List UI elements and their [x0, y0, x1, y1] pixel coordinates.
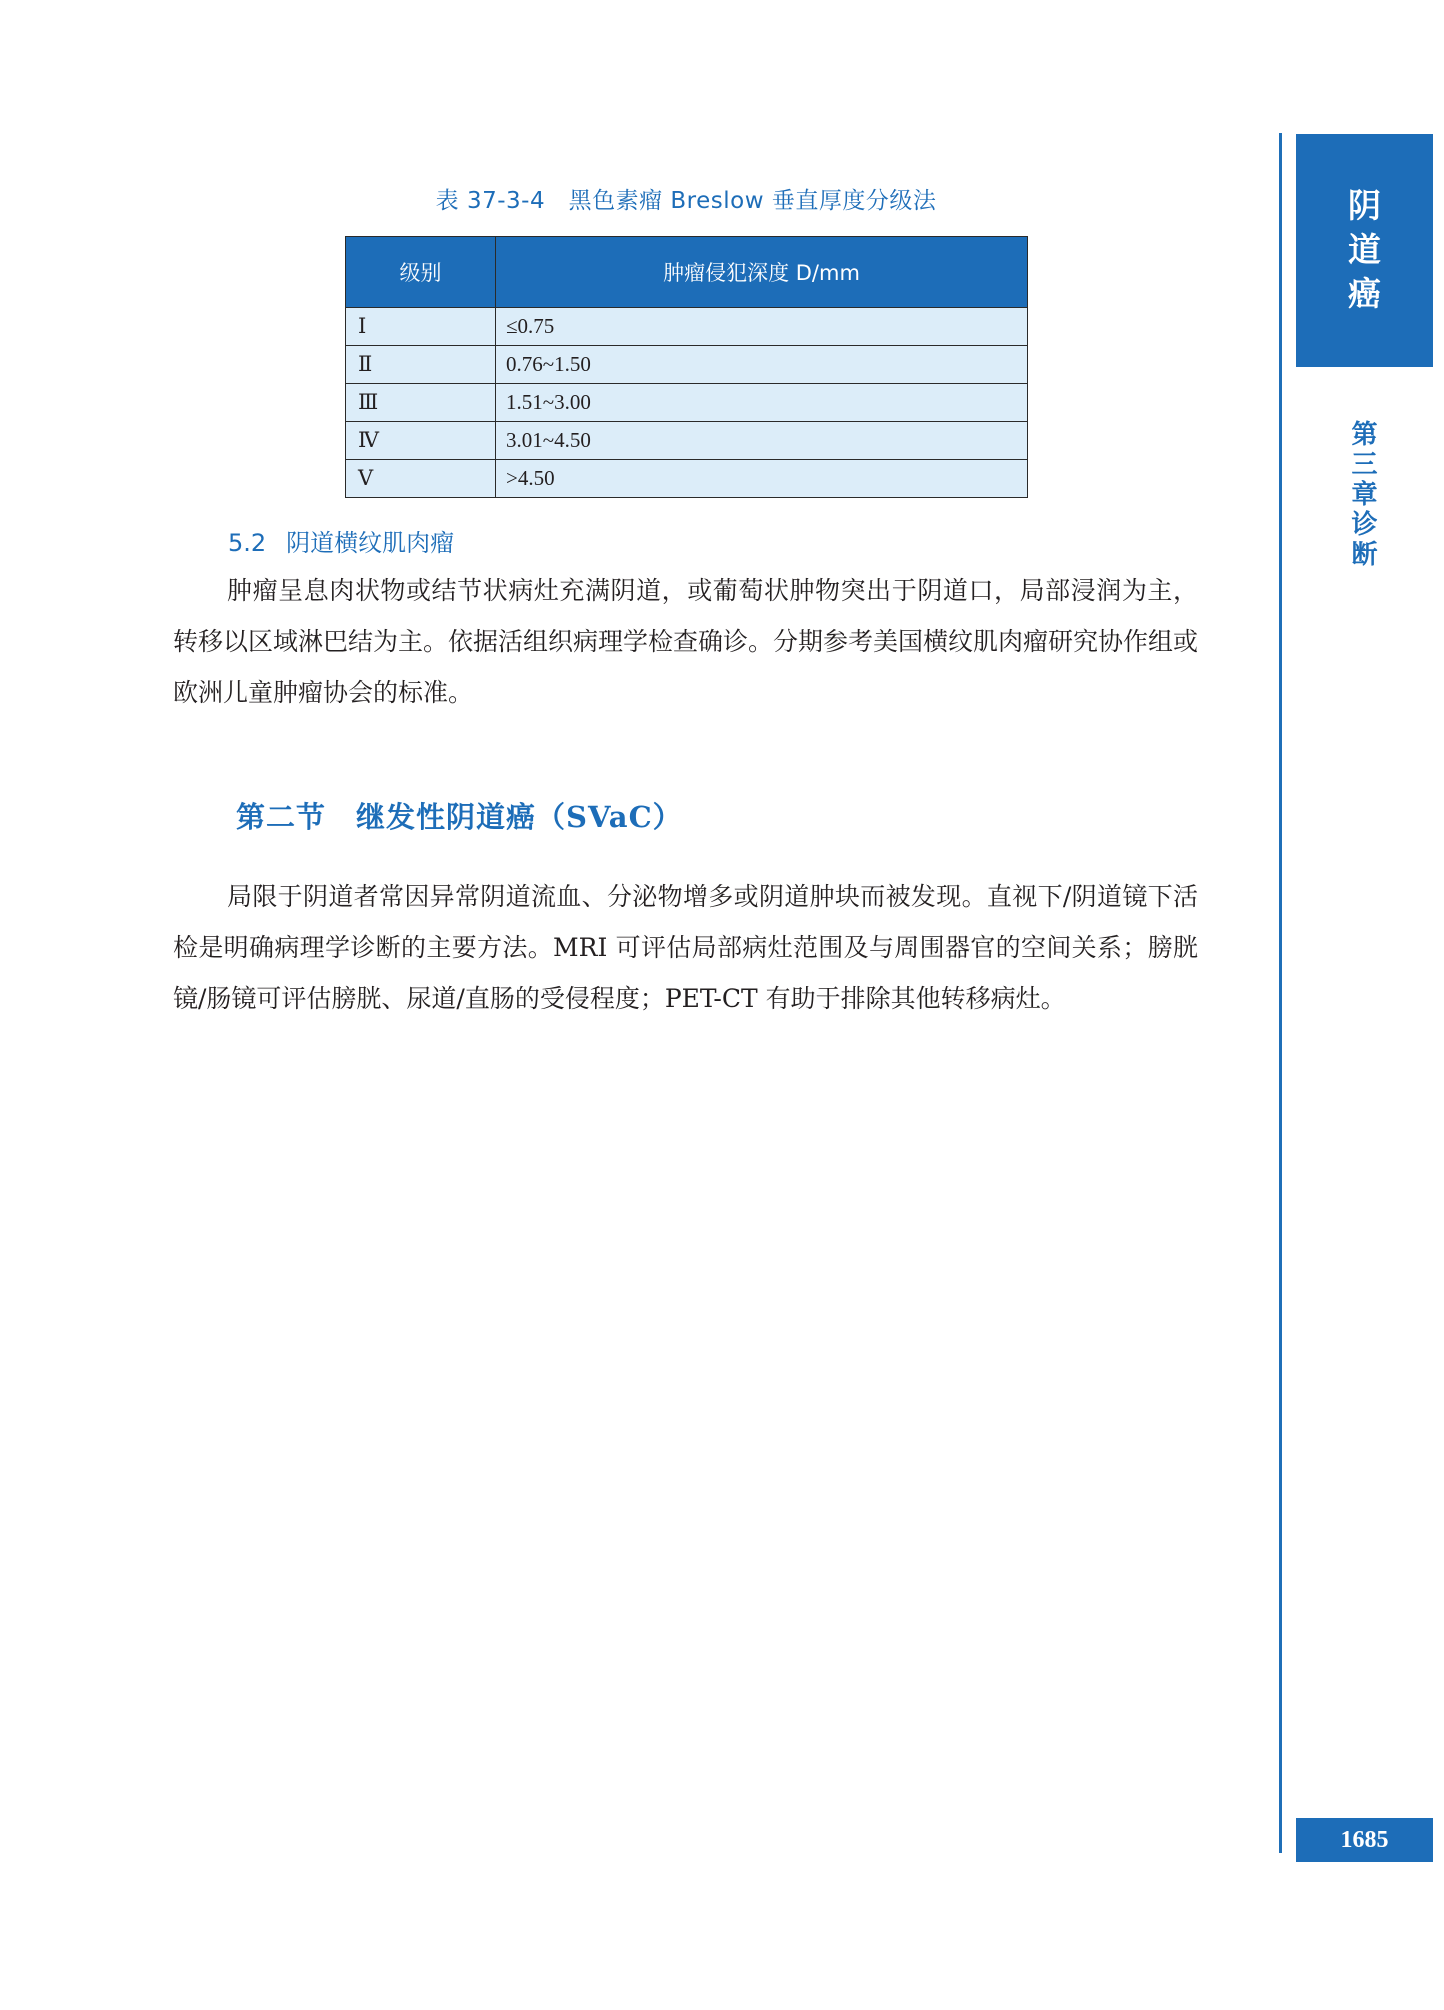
- table-cell-depth: >4.50: [496, 460, 1028, 498]
- table-header-row: [346, 237, 1028, 308]
- subsection-heading: [228, 523, 454, 558]
- table-cell-grade: Ⅲ: [346, 384, 496, 422]
- table-cell-grade: Ⅳ: [346, 422, 496, 460]
- section-title: 继发性阴道癌（SVaC）: [356, 800, 683, 834]
- table-header-grade: 级别: [346, 237, 496, 308]
- page-number-text: 1685: [1340, 1826, 1389, 1853]
- chapter-tab[interactable]: [1296, 134, 1433, 367]
- table-cell-grade: Ⅰ: [346, 308, 496, 346]
- table-cell-depth: ≤0.75: [496, 308, 1028, 346]
- table-row: [346, 346, 1028, 384]
- table-cell-depth: 0.76~1.50: [496, 346, 1028, 384]
- subsection-title: 阴道横纹肌肉瘤: [286, 529, 455, 557]
- page-number: [1296, 1818, 1433, 1862]
- table-row: [346, 384, 1028, 422]
- table-cell-depth: 3.01~4.50: [496, 422, 1028, 460]
- section-nav-label[interactable]: [1296, 420, 1433, 570]
- table-caption: 表 37-3-4 黑色素瘤 Breslow 垂直厚度分级法: [435, 188, 937, 214]
- section-nav-text: 第三章 诊断: [1351, 420, 1378, 570]
- table-cell-grade: Ⅴ: [346, 460, 496, 498]
- chapter-tab-label: 阴道癌: [1348, 186, 1381, 313]
- breslow-table: [345, 236, 1028, 498]
- section-heading: [236, 795, 683, 836]
- table-row: [346, 422, 1028, 460]
- margin-rule: [1279, 133, 1282, 1853]
- table-cell-depth: 1.51~3.00: [496, 384, 1028, 422]
- table-cell-grade: Ⅱ: [346, 346, 496, 384]
- section-paragraph: 局限于阴道者常因异常阴道流血、分泌物增多或阴道肿块而被发现。直视下/阴道镜下活检是明确病理学诊断的主要方法。MRI 可评估局部病灶范围及与周围器官的空间关系；膀胱镜/肠镜可评估膀胱、尿道/直肠的受侵程度；PET-CT 有助于排除其他转移病灶。: [173, 882, 1198, 1013]
- subsection-paragraph: 肿瘤呈息肉状物或结节状病灶充满阴道，或葡萄状肿物突出于阴道口，局部浸润为主，转移以区域淋巴结为主。依据活组织病理学检查确诊。分期参考美国横纹肌肉瘤研究协作组或欧洲儿童肿瘤协会的标准。: [173, 576, 1199, 707]
- section-label: 第二节: [236, 800, 327, 834]
- table-row: [346, 460, 1028, 498]
- subsection-number: 5.2: [228, 529, 267, 557]
- table-header-depth: 肿瘤侵犯深度 D/mm: [496, 237, 1028, 308]
- table-row: [346, 308, 1028, 346]
